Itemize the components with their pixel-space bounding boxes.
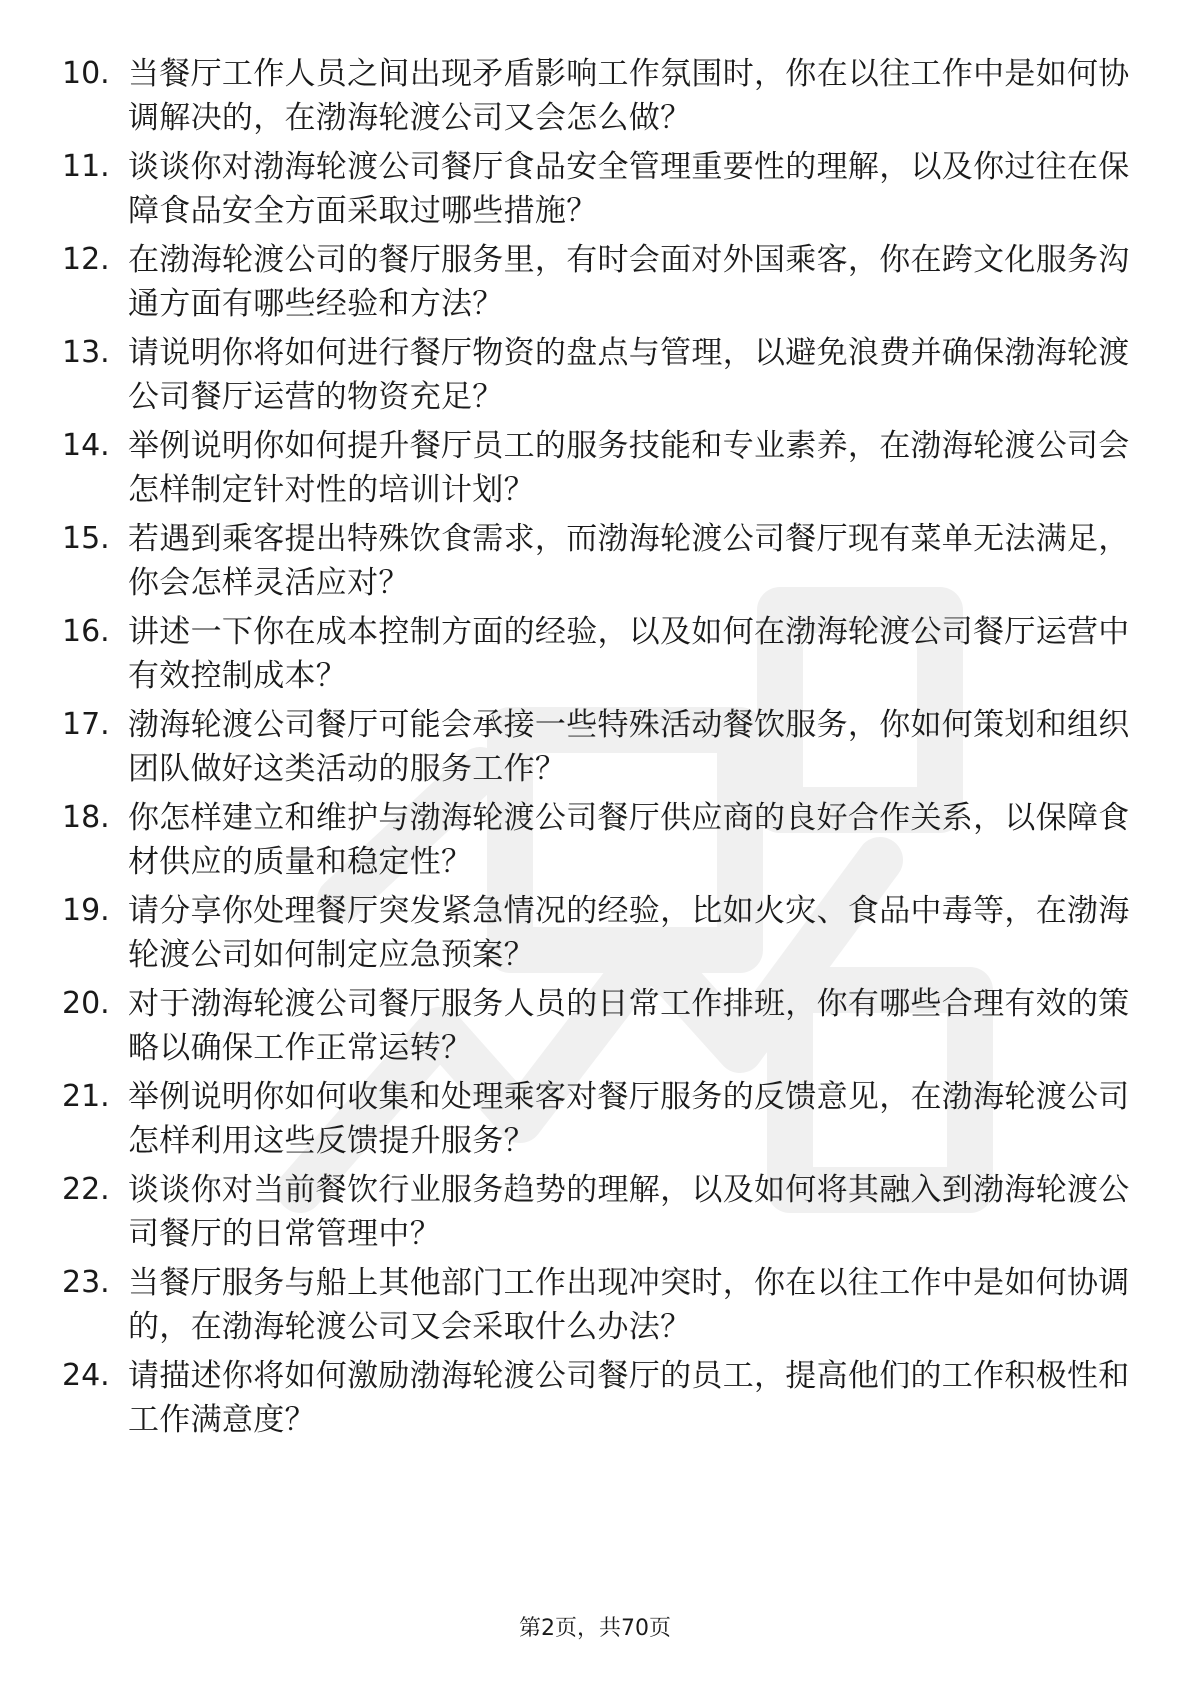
question-item [62, 517, 1132, 610]
question-number: 17. [62, 707, 110, 742]
question-item [62, 145, 1132, 238]
question-list [62, 52, 1132, 1447]
question-text: 谈谈你对当前餐饮行业服务趋势的理解，以及如何将其融入到渤海轮渡公司餐厅的日常管理中？ [128, 1172, 1130, 1252]
question-item [62, 610, 1132, 703]
question-text: 当餐厅工作人员之间出现矛盾影响工作氛围时，你在以往工作中是如何协调解决的，在渤海轮渡公司又会怎么做？ [128, 56, 1130, 136]
question-number: 11. [62, 149, 110, 184]
question-text: 举例说明你如何收集和处理乘客对餐厅服务的反馈意见，在渤海轮渡公司怎样利用这些反馈提升服务？ [128, 1079, 1130, 1159]
question-text: 对于渤海轮渡公司餐厅服务人员的日常工作排班，你有哪些合理有效的策略以确保工作正常运转？ [128, 986, 1130, 1066]
question-item [62, 238, 1132, 331]
question-number: 15. [62, 521, 110, 556]
question-item [62, 331, 1132, 424]
question-number: 18. [62, 800, 110, 835]
question-text: 讲述一下你在成本控制方面的经验，以及如何在渤海轮渡公司餐厅运营中有效控制成本？ [128, 614, 1130, 694]
question-number: 23. [62, 1265, 110, 1300]
question-item [62, 982, 1132, 1075]
question-text: 当餐厅服务与船上其他部门工作出现冲突时，你在以往工作中是如何协调的，在渤海轮渡公司又会采取什么办法？ [128, 1265, 1130, 1345]
question-item [62, 1354, 1132, 1447]
question-text: 在渤海轮渡公司的餐厅服务里，有时会面对外国乘客，你在跨文化服务沟通方面有哪些经验和方法？ [128, 242, 1130, 322]
question-number: 19. [62, 893, 110, 928]
question-item [62, 703, 1132, 796]
question-number: 16. [62, 614, 110, 649]
question-item [62, 889, 1132, 982]
question-item [62, 1168, 1132, 1261]
question-text: 渤海轮渡公司餐厅可能会承接一些特殊活动餐饮服务，你如何策划和组织团队做好这类活动的服务工作？ [128, 707, 1130, 787]
question-number: 22. [62, 1172, 110, 1207]
question-text: 请说明你将如何进行餐厅物资的盘点与管理，以避免浪费并确保渤海轮渡公司餐厅运营的物资充足？ [128, 335, 1130, 415]
question-number: 21. [62, 1079, 110, 1114]
page-footer [0, 1614, 1190, 1644]
question-item [62, 424, 1132, 517]
question-text: 请描述你将如何激励渤海轮渡公司餐厅的员工，提高他们的工作积极性和工作满意度？ [128, 1358, 1130, 1438]
question-number: 13. [62, 335, 110, 370]
question-text: 请分享你处理餐厅突发紧急情况的经验，比如火灾、食品中毒等，在渤海轮渡公司如何制定应急预案？ [128, 893, 1130, 973]
question-number: 24. [62, 1358, 110, 1393]
question-item [62, 1075, 1132, 1168]
question-number: 14. [62, 428, 110, 463]
question-number: 10. [62, 56, 110, 91]
question-text: 举例说明你如何提升餐厅员工的服务技能和专业素养，在渤海轮渡公司会怎样制定针对性的培训计划？ [128, 428, 1130, 508]
question-item [62, 52, 1132, 145]
page-indicator: 第2页，共70页 [519, 1616, 671, 1641]
question-text: 你怎样建立和维护与渤海轮渡公司餐厅供应商的良好合作关系，以保障食材供应的质量和稳定性？ [128, 800, 1130, 880]
question-text: 谈谈你对渤海轮渡公司餐厅食品安全管理重要性的理解，以及你过往在保障食品安全方面采取过哪些措施？ [128, 149, 1130, 229]
question-item [62, 796, 1132, 889]
question-number: 12. [62, 242, 110, 277]
question-text: 若遇到乘客提出特殊饮食需求，而渤海轮渡公司餐厅现有菜单无法满足，你会怎样灵活应对？ [128, 521, 1130, 601]
question-item [62, 1261, 1132, 1354]
question-number: 20. [62, 986, 110, 1021]
